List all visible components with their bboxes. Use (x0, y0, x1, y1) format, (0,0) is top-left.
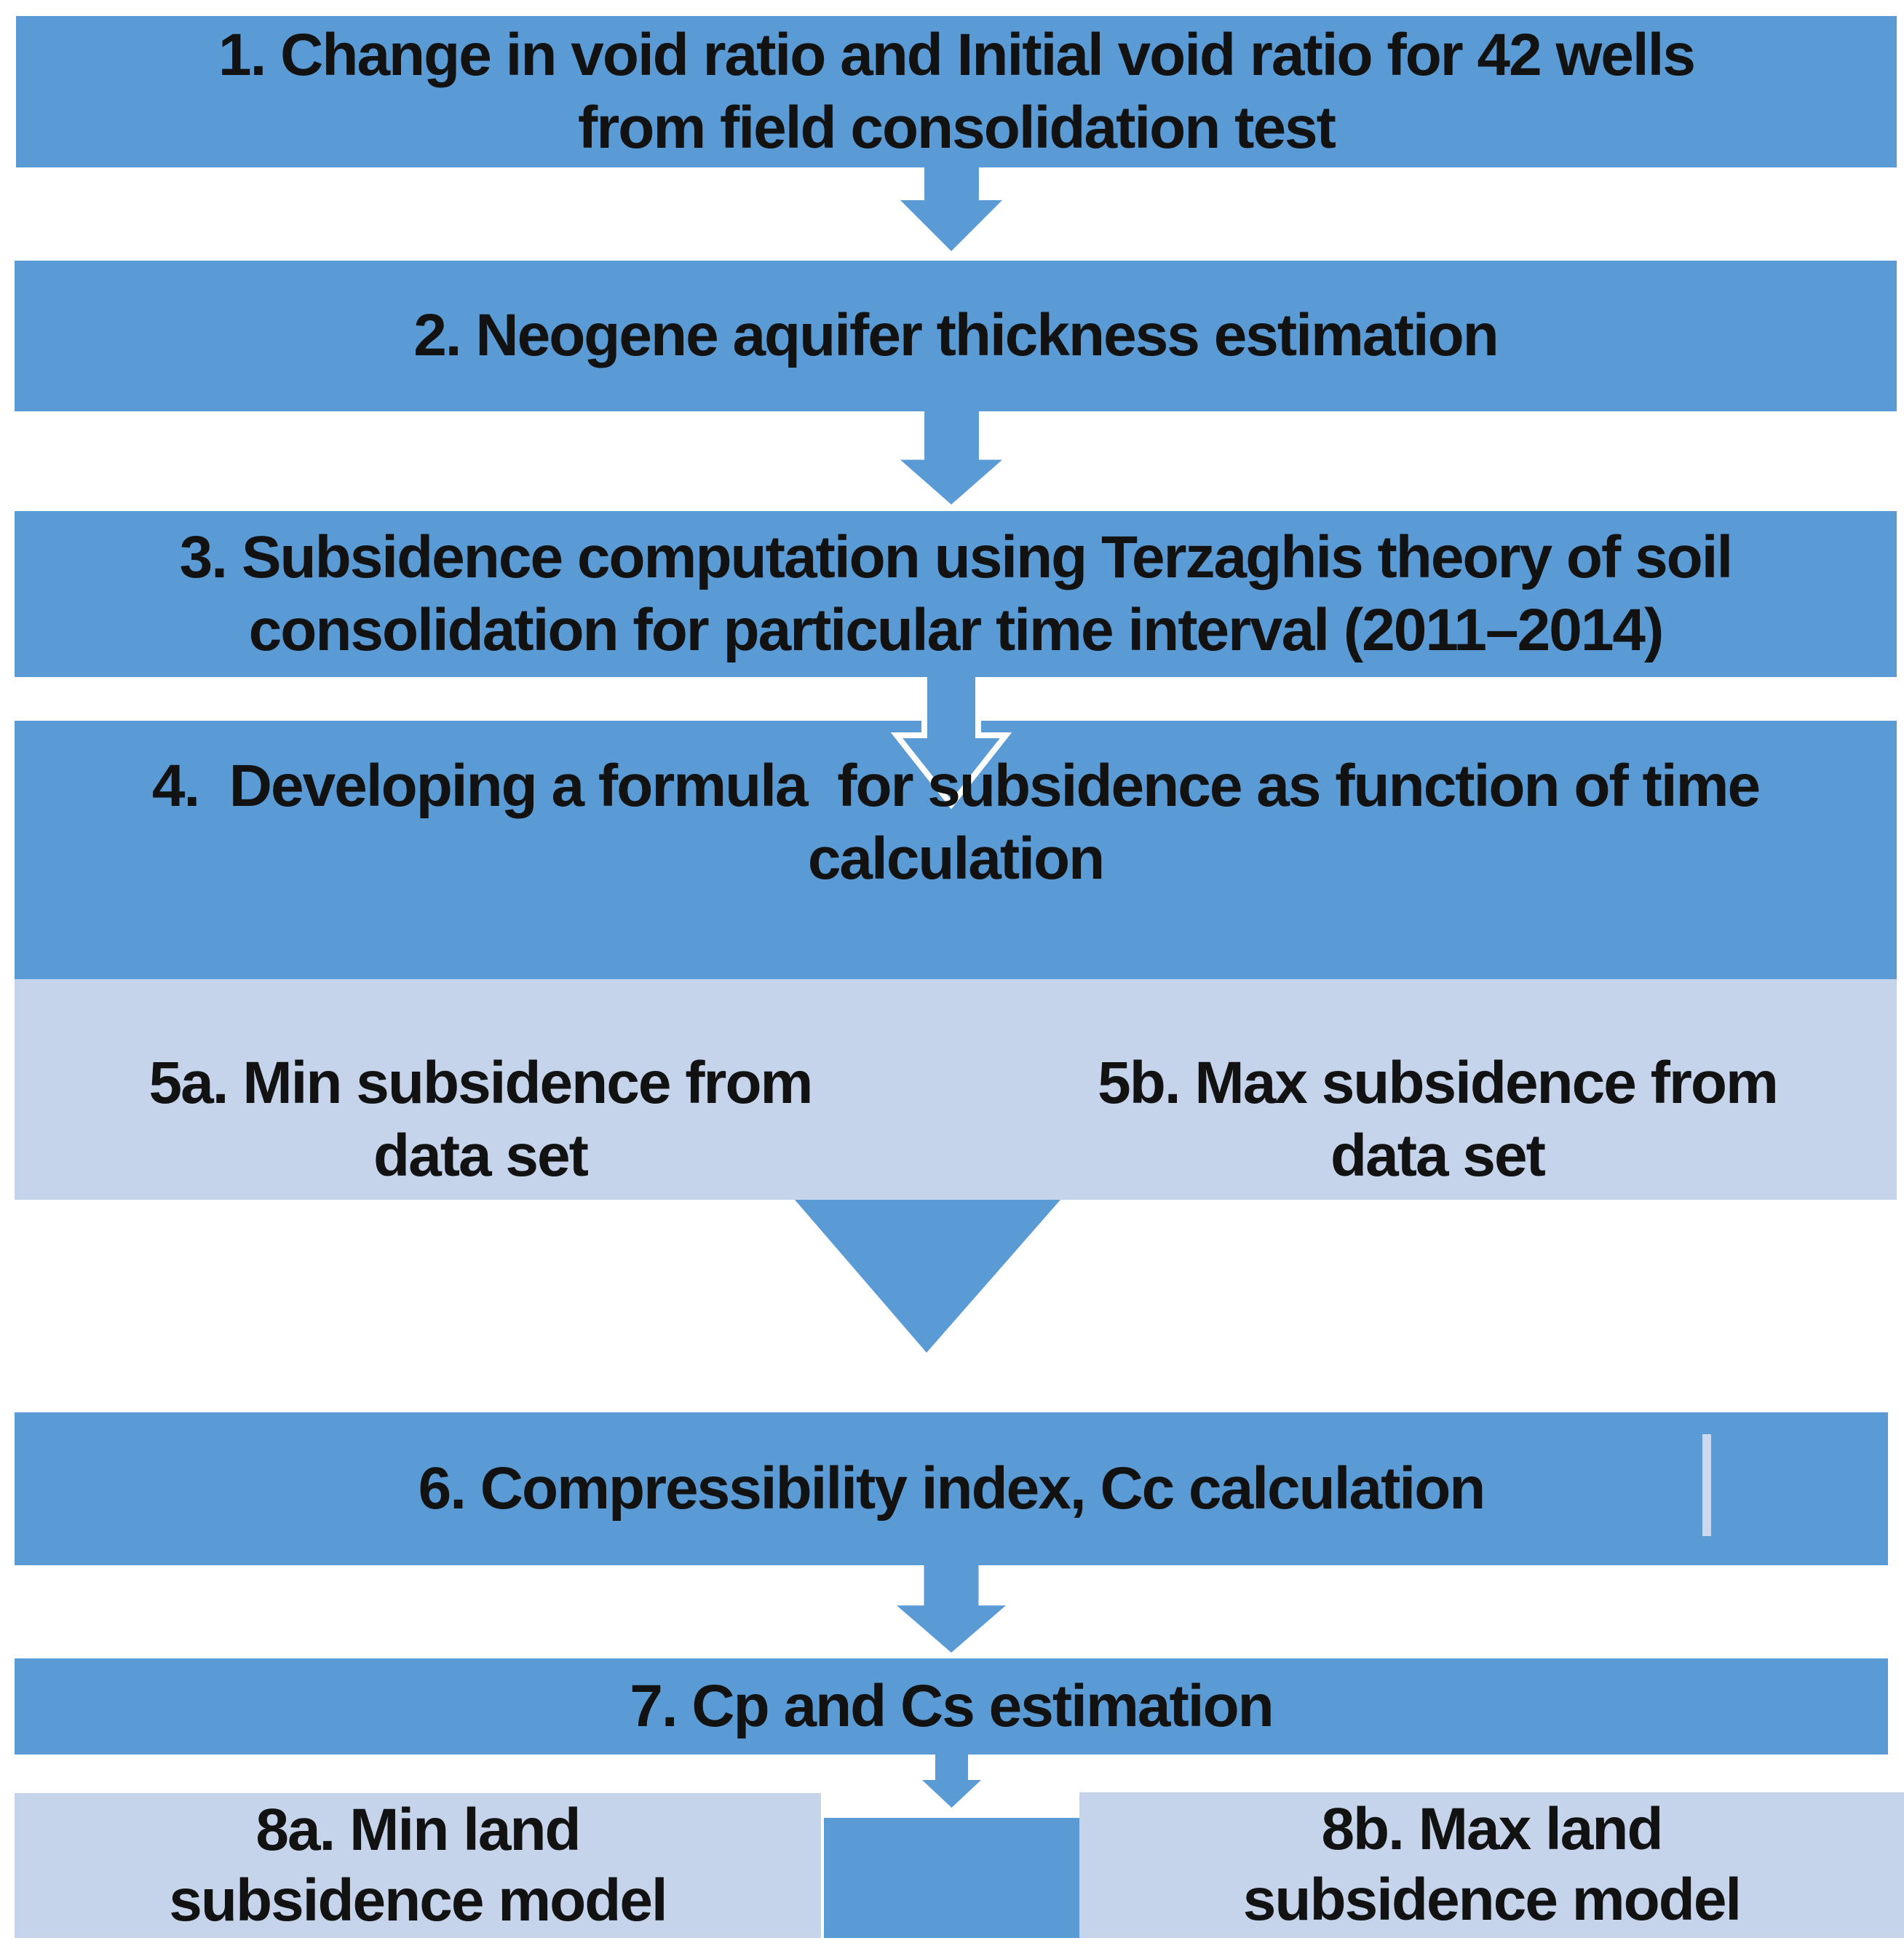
connector-rectangle (824, 1818, 1079, 1938)
step2-text: 2. Neogene aquifer thickness estimation (413, 302, 1498, 369)
step3-text-line1: 3. Subsidence computation using Terzaghis theory of soil (179, 523, 1732, 590)
step5b-text-line2: data set (1330, 1123, 1544, 1190)
step1-text-line1: 1. Change in void ratio and Initial void ratio for 42 wells (218, 21, 1695, 88)
step5a-text-line2: data set (373, 1123, 587, 1190)
step4-text-layer (15, 721, 1897, 979)
step5a-text-line1: 5a. Min subsidence from (148, 1050, 812, 1116)
step1-box (16, 16, 1897, 167)
step5a-text-block (91, 1047, 870, 1192)
vertical-highlight-bar (1702, 1434, 1711, 1536)
step3-text-line2: consolidation for particular time interval (2011–2014) (248, 597, 1663, 663)
step3-box (15, 511, 1897, 677)
step7-box (15, 1658, 1888, 1755)
step6-box (15, 1412, 1888, 1565)
step5b-text-block (1015, 1047, 1860, 1192)
step8b-box (1079, 1792, 1904, 1938)
step8b-text-line2: subsidence model (1242, 1867, 1741, 1933)
step8b-text-line1: 8b. Max land (1321, 1796, 1662, 1863)
step1-text-line2: from field consolidation test (578, 95, 1335, 161)
step2-box (15, 261, 1897, 411)
step8a-text-line1: 8a. Min land (255, 1796, 580, 1863)
step8a-box (15, 1793, 821, 1938)
step4-text-line1: 4. Developing a formula for subsidence as function of time (151, 753, 1760, 819)
funnel-triangle-icon (795, 1200, 1060, 1353)
step8a-text-line2: subsidence model (169, 1867, 667, 1934)
step4-text-line2: calculation (807, 826, 1104, 893)
arrow-7-8-down-icon (922, 1755, 981, 1808)
arrow-6-7-down-icon (897, 1565, 1006, 1653)
step5b-text-line1: 5b. Max subsidence from (1098, 1050, 1777, 1116)
step7-text: 7. Cp and Cs estimation (630, 1672, 1273, 1739)
arrow-2-3-down-icon (900, 411, 1002, 505)
arrow-1-2-down-icon (900, 164, 1002, 251)
step6-text: 6. Compressibility index, Cc calculation (418, 1455, 1485, 1522)
